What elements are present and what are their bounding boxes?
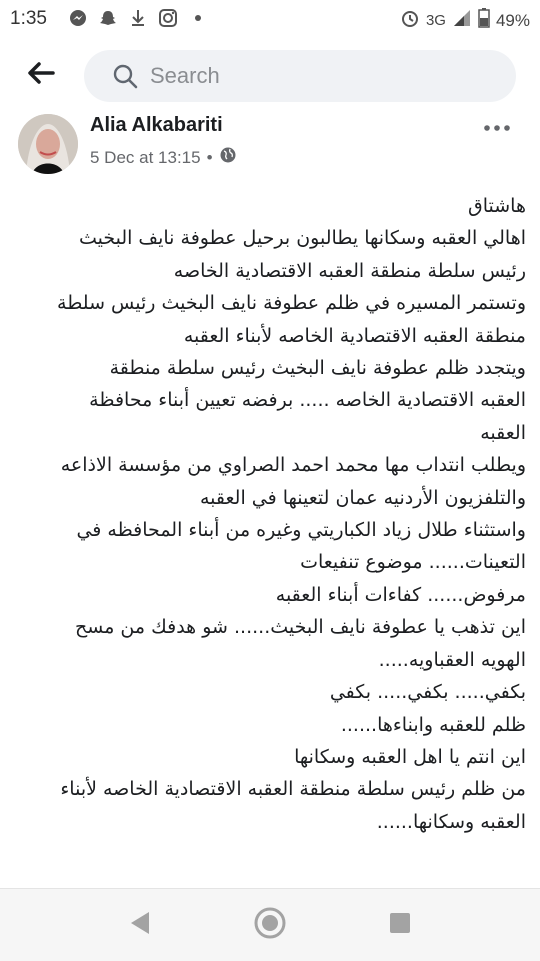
post-line: اهالي العقبه وسكانها يطالبون برحيل عطوفة نايف البخيث [78, 227, 526, 250]
avatar[interactable] [18, 114, 78, 174]
meta-separator: • [206, 147, 213, 167]
status-time: 1:35 [10, 8, 47, 29]
signal-icon [452, 9, 472, 32]
system-nav-bar [0, 888, 540, 961]
status-right [400, 8, 530, 33]
facebook-messenger-icon [68, 8, 88, 28]
status-bar [0, 0, 540, 38]
post-line: وتستمر المسيره في ظلم عطوفة نايف البخيث رئيس سلطة [57, 292, 526, 315]
post-meta [90, 146, 237, 169]
post-line: ويطلب انتداب مها محمد احمد الصراوي من مؤسسة الاذاعه [60, 454, 526, 477]
back-triangle-icon [128, 910, 152, 940]
more-options-button[interactable] [482, 118, 512, 134]
battery-level: 49% [495, 10, 530, 30]
search-input[interactable] [148, 62, 452, 90]
globe-icon [219, 146, 237, 169]
post-line: رئيس سلطة منطقة العقبه الاقتصادية الخاصه [173, 259, 526, 282]
author-name[interactable]: Alia Alkabariti [90, 114, 223, 136]
post-header [0, 110, 540, 180]
post-line: منطقة العقبه الاقتصادية الخاصه لأبناء العقبه [183, 324, 526, 347]
snapchat-icon [98, 8, 118, 28]
network-type: 3G [425, 12, 446, 29]
nav-recents-button[interactable] [382, 907, 418, 943]
post-line: العقبه وسكانها...... [376, 810, 526, 833]
post-line: هاشتاق [468, 195, 526, 217]
post-line: العقبه [480, 421, 526, 444]
post-line: التعينات...... موضوع تنفيعات [300, 551, 526, 574]
post-line: ويتجدد ظلم عطوفة نايف البخيث رئيس سلطة منطقة [109, 357, 526, 380]
post-line: من ظلم رئيس سلطة منطقة العقبه الاقتصادية الخاصه لأبناء [60, 778, 526, 801]
battery-icon [478, 8, 490, 33]
home-circle-icon [253, 906, 287, 944]
post-line: اين تذهب يا عطوفة نايف البخيث...... شو هدفك من مسح [75, 616, 526, 639]
post-text [14, 190, 526, 838]
instagram-icon [158, 8, 178, 28]
post-line: العقبه الاقتصادية الخاصه ..... برفضه تعيين أبناء محافظة [89, 389, 526, 412]
post-line: واستثناء طلال زياد الكباريتي وغيره من أبناء المحافظه في [76, 519, 526, 542]
post-line: بكفي..... بكفي..... بكفي [329, 681, 526, 704]
post-line: الهويه العقباويه..... [378, 648, 526, 671]
post-date[interactable]: 5 Dec at 13:15 [90, 147, 201, 167]
search-icon [112, 63, 138, 89]
dot-icon [188, 8, 208, 28]
post-line: مرفوض...... كفاءات أبناء العقبه [275, 583, 526, 606]
top-header [0, 38, 540, 110]
nav-home-button[interactable] [252, 907, 288, 943]
recents-square-icon [388, 911, 412, 939]
post-line: ظلم للعقبه وابناءها...... [340, 713, 526, 736]
notification-icons [68, 8, 208, 28]
back-arrow-icon [27, 62, 55, 88]
download-icon [128, 8, 148, 28]
more-horizontal-icon [482, 118, 512, 137]
alarm-icon [400, 8, 420, 33]
post-line: والتلفزيون الأردنيه عمان لتعينها في العقبه [199, 486, 526, 509]
nav-back-button[interactable] [122, 907, 158, 943]
back-button[interactable] [24, 60, 58, 90]
post-line: اين انتم يا اهل العقبه وسكانها [294, 745, 526, 768]
search-bar[interactable] [84, 50, 516, 102]
